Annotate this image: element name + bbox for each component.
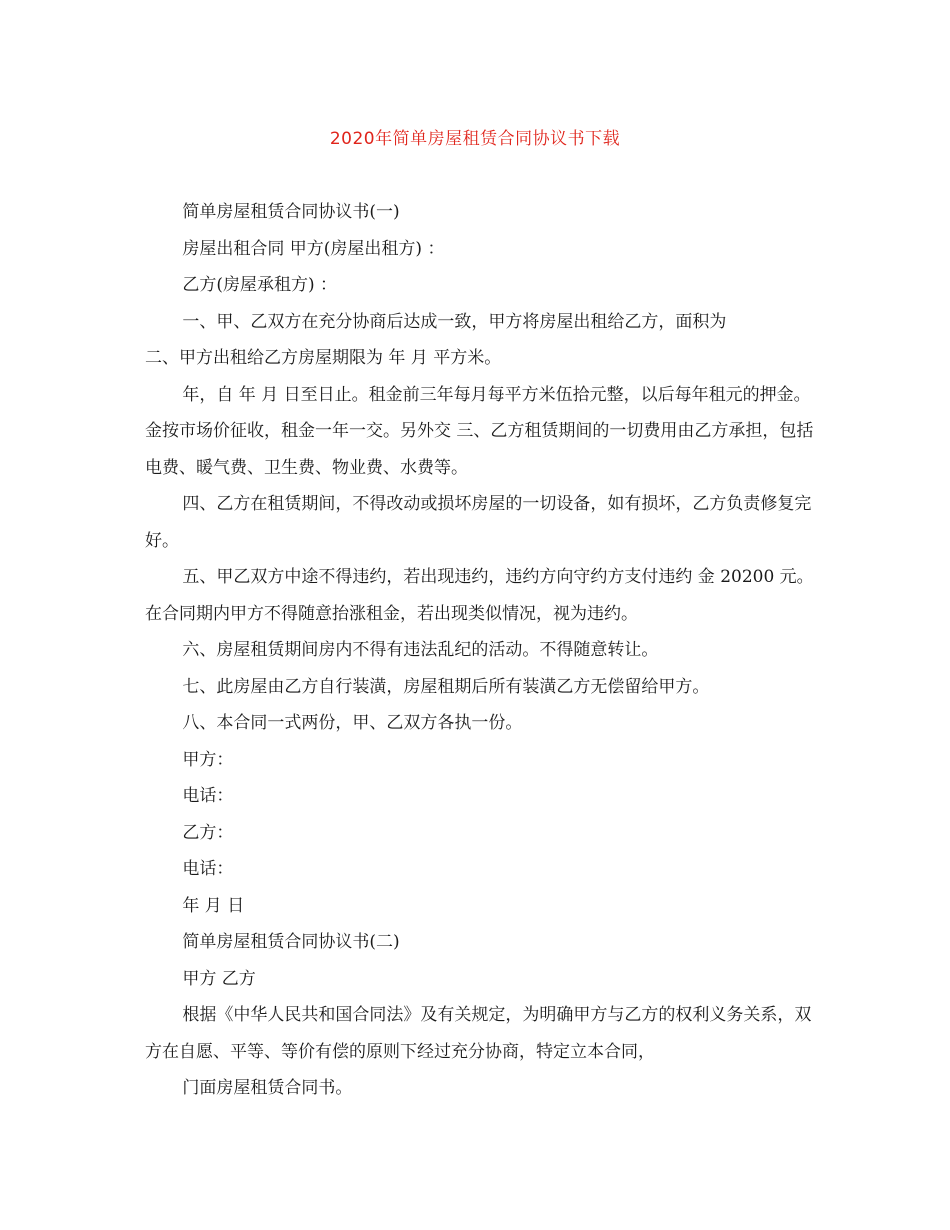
paragraph-party-a: 房屋出租合同 甲方(房屋出租方) ： (182, 238, 445, 259)
paragraph-clause-8: 八、本合同一式两份，甲、乙双方各执一份。 (182, 713, 523, 733)
document-body (145, 194, 815, 1107)
signature-party-a: 甲方： (182, 749, 234, 770)
signature-party-b: 乙方： (182, 822, 234, 843)
paragraph-heading-2: 简单房屋租赁合同协议书(二) (182, 932, 400, 952)
paragraph-clause-rent: 年，自 年 月 日至日止。租金前三年每月每平方米伍拾元整，以后每年租元的押金。 金按市场价征收，租金一年一交。另外交 三、乙方租赁期间的一切费用由乙方承担，包括电费、暖气费、卫生费、物业费、水费等。 (145, 384, 817, 478)
paragraph-contract-name: 门面房屋租赁合同书。 (182, 1078, 353, 1098)
signature-phone-a: 电话： (182, 786, 234, 806)
paragraph-clause-1: 一、甲、乙双方在充分协商后达成一致，甲方将房屋出租给乙方，面积为 (182, 311, 727, 332)
paragraph-clause-7: 七、此房屋由乙方自行装潢，房屋租期后所有装潢乙方无偿留给甲方。 (182, 676, 710, 697)
document-title: 2020年简单房屋租赁合同协议书下载 (329, 129, 621, 149)
paragraph-heading-1: 简单房屋租赁合同协议书(一) (182, 202, 400, 222)
paragraph-clause-5: 五、甲乙双方中途不得违约，若出现违约，违约方向守约方支付违约 金 20200 元。在合同期内甲方不得随意抬涨租金，若出现类似情况，视为违约。 (145, 567, 814, 624)
signature-date: 年 月 日 (182, 895, 245, 916)
signature-phone-b: 电话： (182, 859, 234, 879)
paragraph-parties: 甲方 乙方 (182, 968, 256, 989)
paragraph-preamble: 根据《中华人民共和国合同法》及有关规定，为明确甲方与乙方的权利义务关系，双方在自愿、平等、等价有偿的原则下经过充分协商，特定立本合同， (145, 1005, 812, 1062)
paragraph-party-b: 乙方(房屋承租方) ： (182, 275, 338, 295)
paragraph-clause-2: 二、甲方出租给乙方房屋期限为 年 月 平方米。 (145, 348, 502, 368)
paragraph-clause-4: 四、乙方在租赁期间，不得改动或损坏房屋的一切设备，如有损坏，乙方负责修复完好。 (145, 494, 812, 551)
paragraph-clause-6: 六、房屋租赁期间房内不得有违法乱纪的活动。不得随意转让。 (182, 640, 659, 660)
